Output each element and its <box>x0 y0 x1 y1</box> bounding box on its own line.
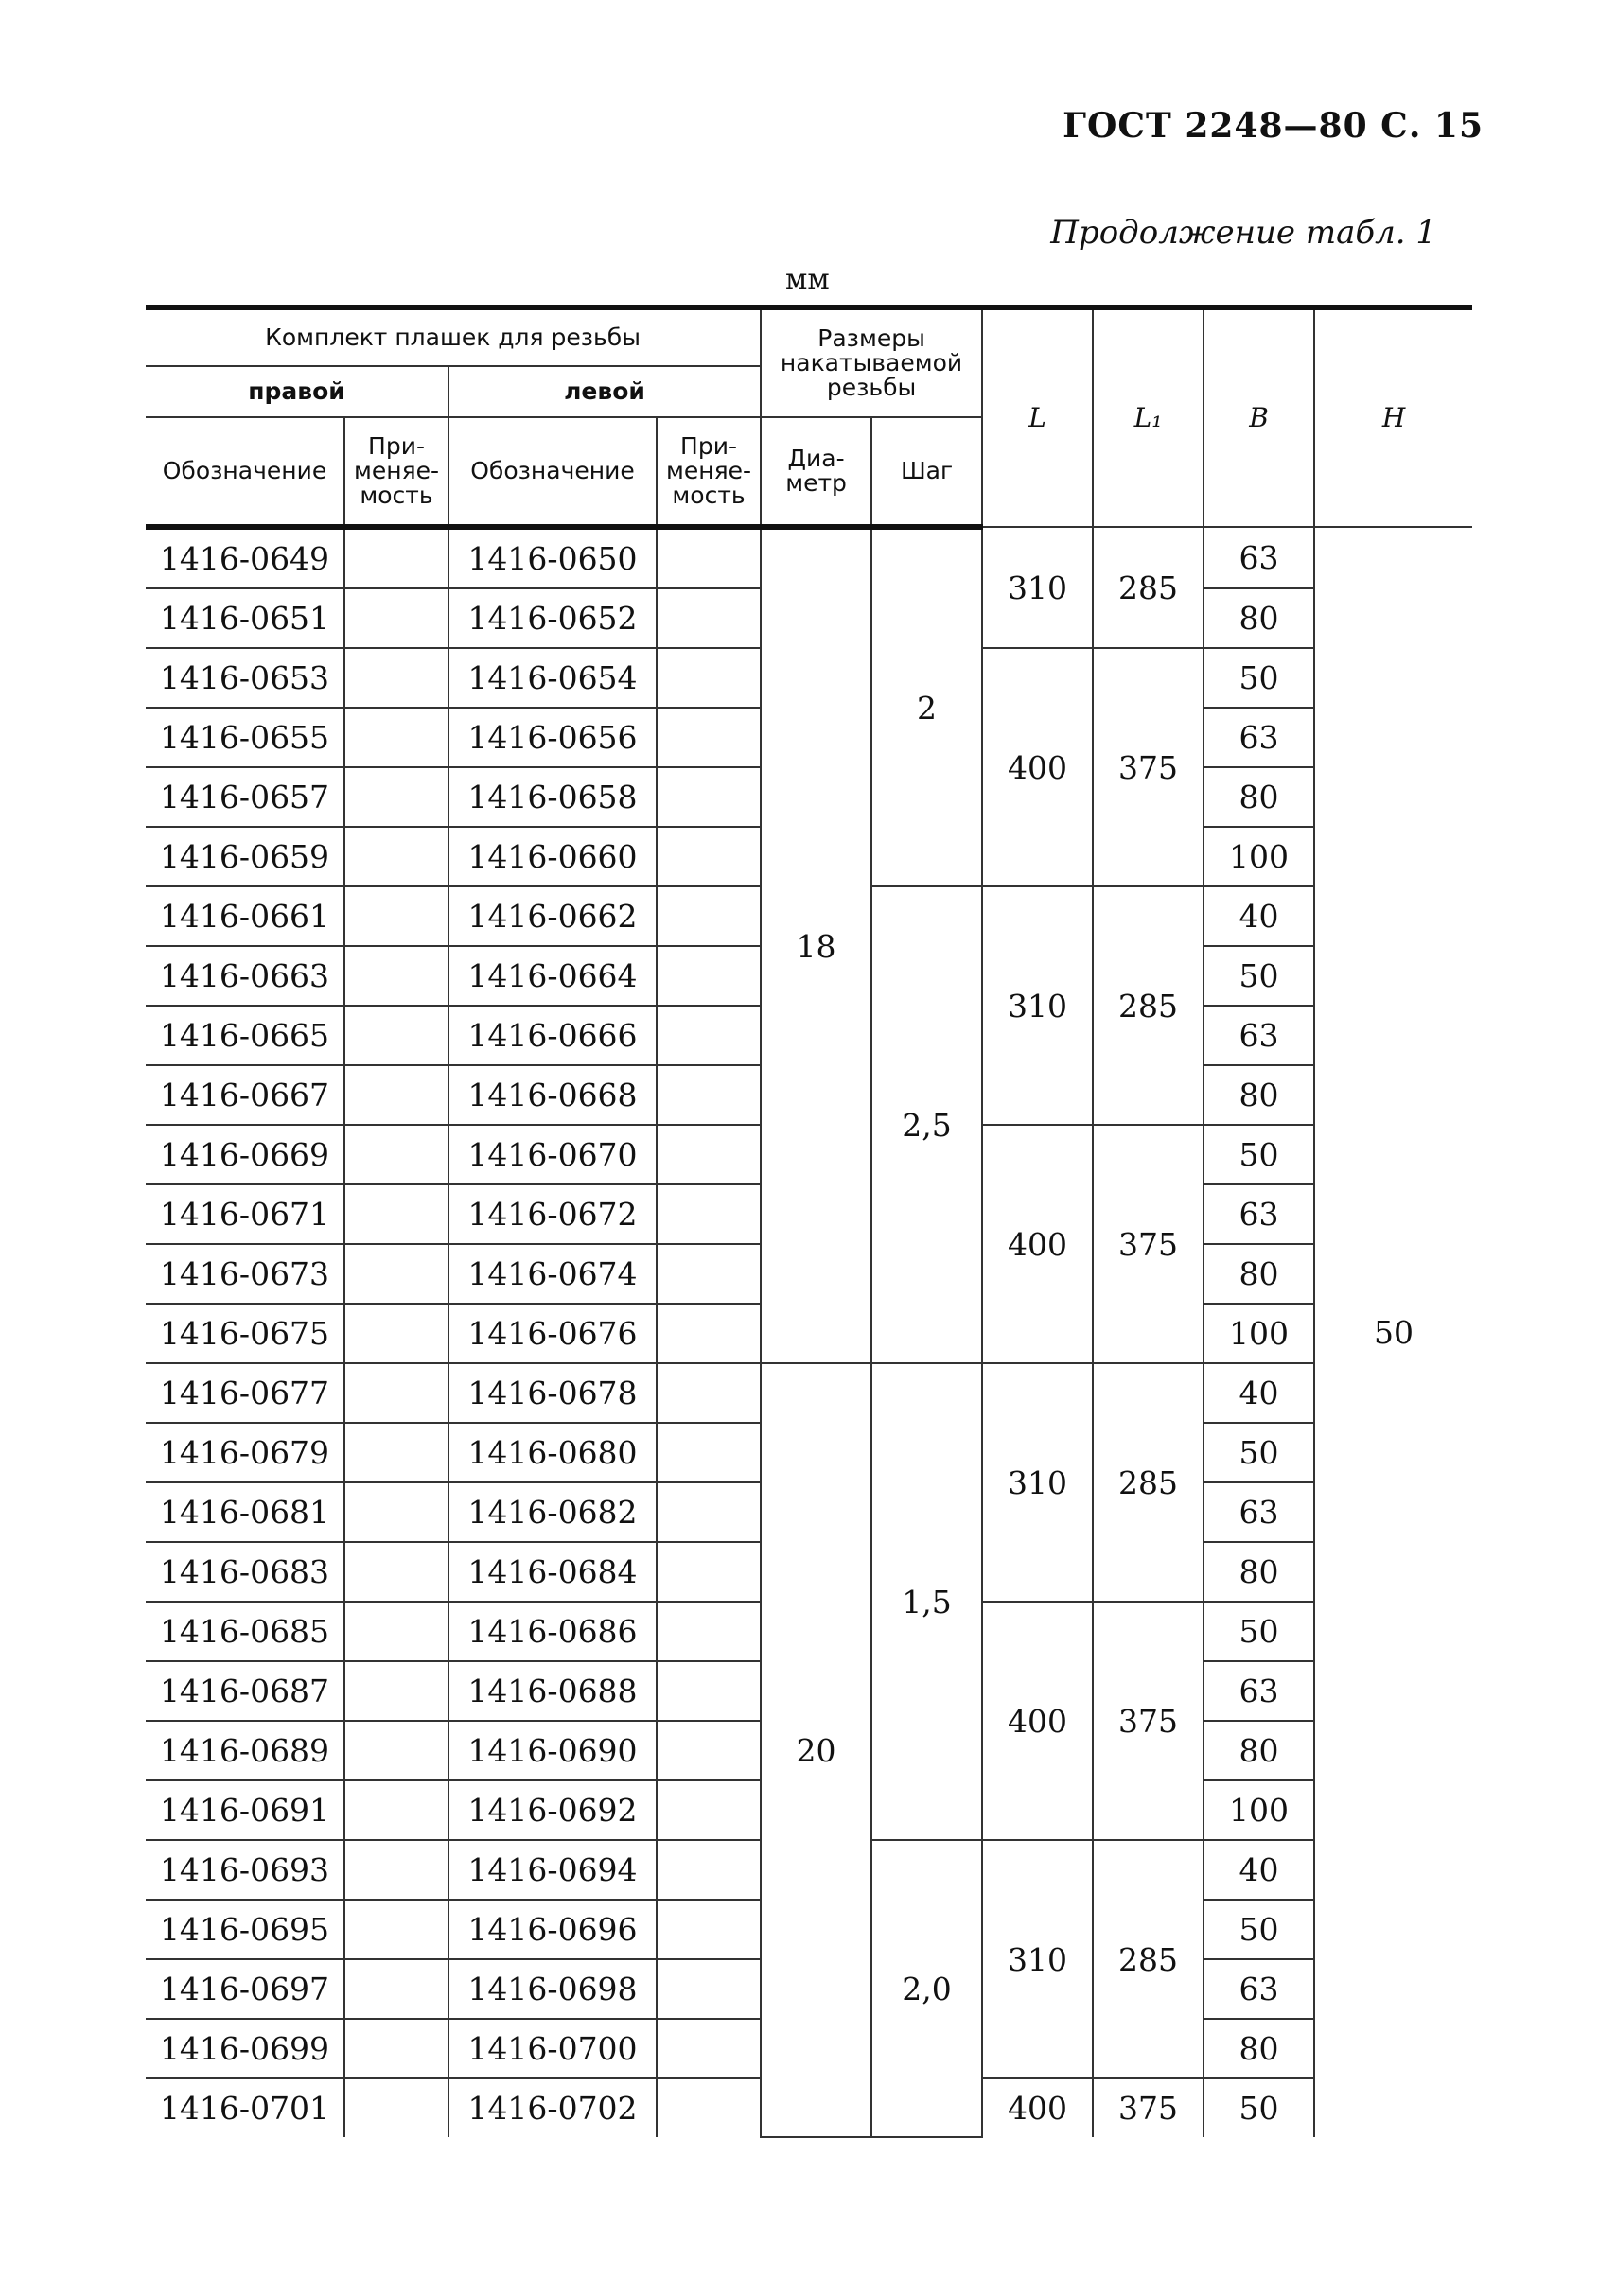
left-designation-cell: 1416-0668 <box>448 1065 657 1125</box>
left-designation-cell: 1416-0678 <box>448 1363 657 1423</box>
right-applicability-cell <box>344 527 448 588</box>
left-designation-cell: 1416-0654 <box>448 648 657 708</box>
right-designation-cell: 1416-0699 <box>146 2019 344 2078</box>
right-applicability-cell <box>344 1006 448 1065</box>
width-B-cell: 80 <box>1204 767 1314 827</box>
left-designation-cell: 1416-0692 <box>448 1780 657 1840</box>
width-B-cell: 50 <box>1204 946 1314 1006</box>
length-L-cell: 400 <box>982 648 1093 886</box>
left-applicability-cell <box>657 648 761 708</box>
unit-label: мм <box>785 263 830 296</box>
right-designation-cell: 1416-0677 <box>146 1363 344 1423</box>
width-B-cell: 80 <box>1204 2019 1314 2078</box>
length-L1-cell: 375 <box>1093 648 1204 886</box>
width-B-cell: 63 <box>1204 1006 1314 1065</box>
right-applicability-cell <box>344 708 448 767</box>
right-applicability-cell <box>344 827 448 886</box>
width-B-cell: 63 <box>1204 1959 1314 2019</box>
left-applicability-cell <box>657 886 761 946</box>
right-applicability-cell <box>344 1125 448 1184</box>
right-designation-cell: 1416-0701 <box>159 2090 330 2127</box>
right-designation-cell: 1416-0693 <box>146 1840 344 1900</box>
right-designation-cell: 1416-0667 <box>146 1065 344 1125</box>
left-applicability-cell <box>657 1244 761 1304</box>
left-designation-cell: 1416-0672 <box>448 1184 657 1244</box>
right-applicability-cell <box>344 1661 448 1721</box>
right-designation-cell: 1416-0655 <box>146 708 344 767</box>
header-L: L <box>982 307 1093 527</box>
right-designation-cell: 1416-0669 <box>146 1125 344 1184</box>
diameter-cell: 20 <box>761 1363 871 2137</box>
left-designation-cell: 1416-0696 <box>448 1900 657 1959</box>
right-designation-cell: 1416-0653 <box>146 648 344 708</box>
width-B-cell: 80 <box>1204 588 1314 648</box>
header-designation-right: Обозначение <box>146 417 344 527</box>
width-B-cell: 80 <box>1204 1542 1314 1602</box>
left-designation-cell: 1416-0698 <box>448 1959 657 2019</box>
height-H-cell: 50 <box>1314 527 1472 2137</box>
right-designation-cell: 1416-0683 <box>146 1542 344 1602</box>
right-applicability-cell <box>344 2019 448 2078</box>
length-L-cell: 310 <box>982 1363 1093 1602</box>
header-B: B <box>1204 307 1314 527</box>
width-B-cell: 50 <box>1204 2078 1314 2137</box>
pitch-cell: 1,5 <box>871 1363 982 1840</box>
right-applicability-cell <box>344 1900 448 1959</box>
left-applicability-cell <box>657 1423 761 1482</box>
width-B-cell: 63 <box>1204 527 1314 588</box>
right-designation-cell: 1416-0697 <box>146 1959 344 2019</box>
left-designation-cell: 1416-0694 <box>448 1840 657 1900</box>
length-L1-cell: 285 <box>1093 1840 1204 2078</box>
width-B-cell: 80 <box>1204 1065 1314 1125</box>
pitch-cell: 2 <box>871 527 982 886</box>
left-applicability-cell <box>657 1065 761 1125</box>
length-L1-cell: 375 <box>1093 2078 1204 2137</box>
left-applicability-cell <box>657 527 761 588</box>
left-designation-cell: 1416-0658 <box>448 767 657 827</box>
width-B-cell: 63 <box>1204 708 1314 767</box>
right-applicability-cell <box>344 1244 448 1304</box>
left-designation-cell: 1416-0690 <box>448 1721 657 1780</box>
header-H: H <box>1314 307 1472 527</box>
right-designation-cell: 1416-0681 <box>146 1482 344 1542</box>
left-applicability-cell <box>657 1900 761 1959</box>
right-applicability-cell <box>344 1780 448 1840</box>
right-applicability-cell <box>344 767 448 827</box>
left-applicability-cell <box>657 1184 761 1244</box>
width-B-cell: 50 <box>1204 648 1314 708</box>
right-applicability-cell <box>344 1363 448 1423</box>
width-B-cell: 50 <box>1204 1423 1314 1482</box>
header-diameter: Диа-метр <box>761 417 871 527</box>
length-L1-cell: 285 <box>1093 527 1204 648</box>
right-designation-cell: 1416-0657 <box>146 767 344 827</box>
header-pitch: Шаг <box>871 417 982 527</box>
left-designation-cell: 1416-0684 <box>448 1542 657 1602</box>
right-applicability-cell <box>344 1423 448 1482</box>
left-designation-cell: 1416-0682 <box>448 1482 657 1542</box>
right-designation-cell: 1416-0659 <box>146 827 344 886</box>
left-designation-cell: 1416-0660 <box>448 827 657 886</box>
header-die-set: Комплект плашек для резьбы <box>146 307 761 366</box>
left-applicability-cell <box>657 708 761 767</box>
right-designation-cell: 1416-0689 <box>146 1721 344 1780</box>
pitch-cell: 2,0 <box>871 1840 982 2137</box>
left-applicability-cell <box>657 1661 761 1721</box>
left-applicability-cell <box>657 1304 761 1363</box>
left-designation-cell: 1416-0652 <box>448 588 657 648</box>
left-designation-cell: 1416-0662 <box>448 886 657 946</box>
length-L1-cell: 375 <box>1093 1125 1204 1363</box>
right-applicability-cell <box>344 1065 448 1125</box>
header-L1: L₁ <box>1093 307 1204 527</box>
right-designation-cell: 1416-0695 <box>146 1900 344 1959</box>
table-continuation-label: Продолжение табл. 1 <box>1050 214 1436 252</box>
table-body <box>146 527 1472 2137</box>
length-L-cell: 310 <box>982 1840 1093 2078</box>
right-designation-cell: 1416-0675 <box>146 1304 344 1363</box>
left-applicability-cell <box>657 588 761 648</box>
left-applicability-cell <box>657 1006 761 1065</box>
left-applicability-cell <box>657 1840 761 1900</box>
diameter-cell: 18 <box>761 527 871 1363</box>
page-header: ГОСТ 2248—80 С. 15 <box>1063 106 1484 146</box>
header-applicability-right: При-меняе-мость <box>344 417 448 527</box>
right-applicability-cell <box>344 648 448 708</box>
width-B-cell: 63 <box>1204 1482 1314 1542</box>
left-applicability-cell <box>657 1542 761 1602</box>
left-applicability-cell <box>657 1780 761 1840</box>
right-applicability-cell <box>344 886 448 946</box>
left-applicability-cell <box>657 2078 761 2137</box>
right-applicability-cell <box>344 588 448 648</box>
right-applicability-cell <box>344 1721 448 1780</box>
width-B-cell: 50 <box>1204 1900 1314 1959</box>
right-applicability-cell <box>344 1542 448 1602</box>
left-applicability-cell <box>657 1482 761 1542</box>
right-designation-cell: 1416-0649 <box>146 527 344 588</box>
left-designation-cell: 1416-0656 <box>448 708 657 767</box>
width-B-cell: 40 <box>1204 886 1314 946</box>
right-applicability-cell <box>344 1304 448 1363</box>
left-applicability-cell <box>657 767 761 827</box>
width-B-cell: 80 <box>1204 1721 1314 1780</box>
right-applicability-cell <box>344 1602 448 1661</box>
right-applicability-cell <box>344 1184 448 1244</box>
right-designation-cell: 1416-0685 <box>146 1602 344 1661</box>
left-applicability-cell <box>657 1125 761 1184</box>
header-applicability-left: При-меняе-мость <box>657 417 761 527</box>
header-right-thread: правой <box>146 366 448 417</box>
header-thread-sizes: Размеры накатываемой резьбы <box>761 307 982 417</box>
width-B-cell: 100 <box>1204 1780 1314 1840</box>
right-designation-cell: 1416-0673 <box>146 1244 344 1304</box>
length-L-cell: 310 <box>982 886 1093 1125</box>
left-designation-cell: 1416-0666 <box>448 1006 657 1065</box>
width-B-cell: 63 <box>1204 1661 1314 1721</box>
right-applicability-cell <box>344 1959 448 2019</box>
left-applicability-cell <box>657 946 761 1006</box>
length-L1-cell: 285 <box>1093 886 1204 1125</box>
right-designation-cell: 1416-0691 <box>146 1780 344 1840</box>
right-applicability-cell <box>344 2078 448 2137</box>
left-applicability-cell <box>657 1602 761 1661</box>
left-applicability-cell <box>657 1959 761 2019</box>
right-applicability-cell <box>344 1482 448 1542</box>
right-applicability-cell <box>344 1840 448 1900</box>
right-designation-cell: 1416-0663 <box>146 946 344 1006</box>
width-B-cell: 50 <box>1204 1602 1314 1661</box>
right-designation-cell: 1416-0651 <box>146 588 344 648</box>
left-applicability-cell <box>657 827 761 886</box>
right-designation-cell: 1416-0665 <box>146 1006 344 1065</box>
left-designation-cell: 1416-0688 <box>448 1661 657 1721</box>
pitch-cell: 2,5 <box>871 886 982 1363</box>
left-applicability-cell <box>657 2019 761 2078</box>
left-designation-cell: 1416-0664 <box>448 946 657 1006</box>
width-B-cell: 63 <box>1204 1184 1314 1244</box>
table-header <box>146 307 1472 527</box>
length-L-cell: 310 <box>982 527 1093 648</box>
width-B-cell: 80 <box>1204 1244 1314 1304</box>
width-B-cell: 100 <box>1204 827 1314 886</box>
gost-table <box>146 305 1472 2138</box>
right-designation-cell: 1416-0671 <box>146 1184 344 1244</box>
length-L-cell: 400 <box>982 2078 1093 2137</box>
left-designation-cell: 1416-0650 <box>448 527 657 588</box>
header-designation-left: Обозначение <box>448 417 657 527</box>
width-B-cell: 100 <box>1204 1304 1314 1363</box>
right-designation-cell: 1416-0679 <box>146 1423 344 1482</box>
right-applicability-cell <box>344 946 448 1006</box>
right-designation-cell: 1416-0661 <box>146 886 344 946</box>
left-designation-cell: 1416-0674 <box>448 1244 657 1304</box>
table-row <box>146 1363 1472 1423</box>
table-row <box>146 527 1472 588</box>
left-applicability-cell <box>657 1721 761 1780</box>
width-B-cell: 40 <box>1204 1840 1314 1900</box>
length-L-cell: 400 <box>982 1125 1093 1363</box>
left-designation-cell: 1416-0670 <box>448 1125 657 1184</box>
left-designation-cell: 1416-0680 <box>448 1423 657 1482</box>
left-applicability-cell <box>657 1363 761 1423</box>
header-left-thread: левой <box>448 366 761 417</box>
left-designation-cell: 1416-0702 <box>448 2078 657 2137</box>
width-B-cell: 40 <box>1204 1363 1314 1423</box>
width-B-cell: 50 <box>1204 1125 1314 1184</box>
length-L-cell: 400 <box>982 1602 1093 1840</box>
length-L1-cell: 285 <box>1093 1363 1204 1602</box>
left-designation-cell: 1416-0676 <box>448 1304 657 1363</box>
left-designation-cell: 1416-0700 <box>448 2019 657 2078</box>
right-designation-cell: 1416-0687 <box>146 1661 344 1721</box>
length-L1-cell: 375 <box>1093 1602 1204 1840</box>
left-designation-cell: 1416-0686 <box>448 1602 657 1661</box>
